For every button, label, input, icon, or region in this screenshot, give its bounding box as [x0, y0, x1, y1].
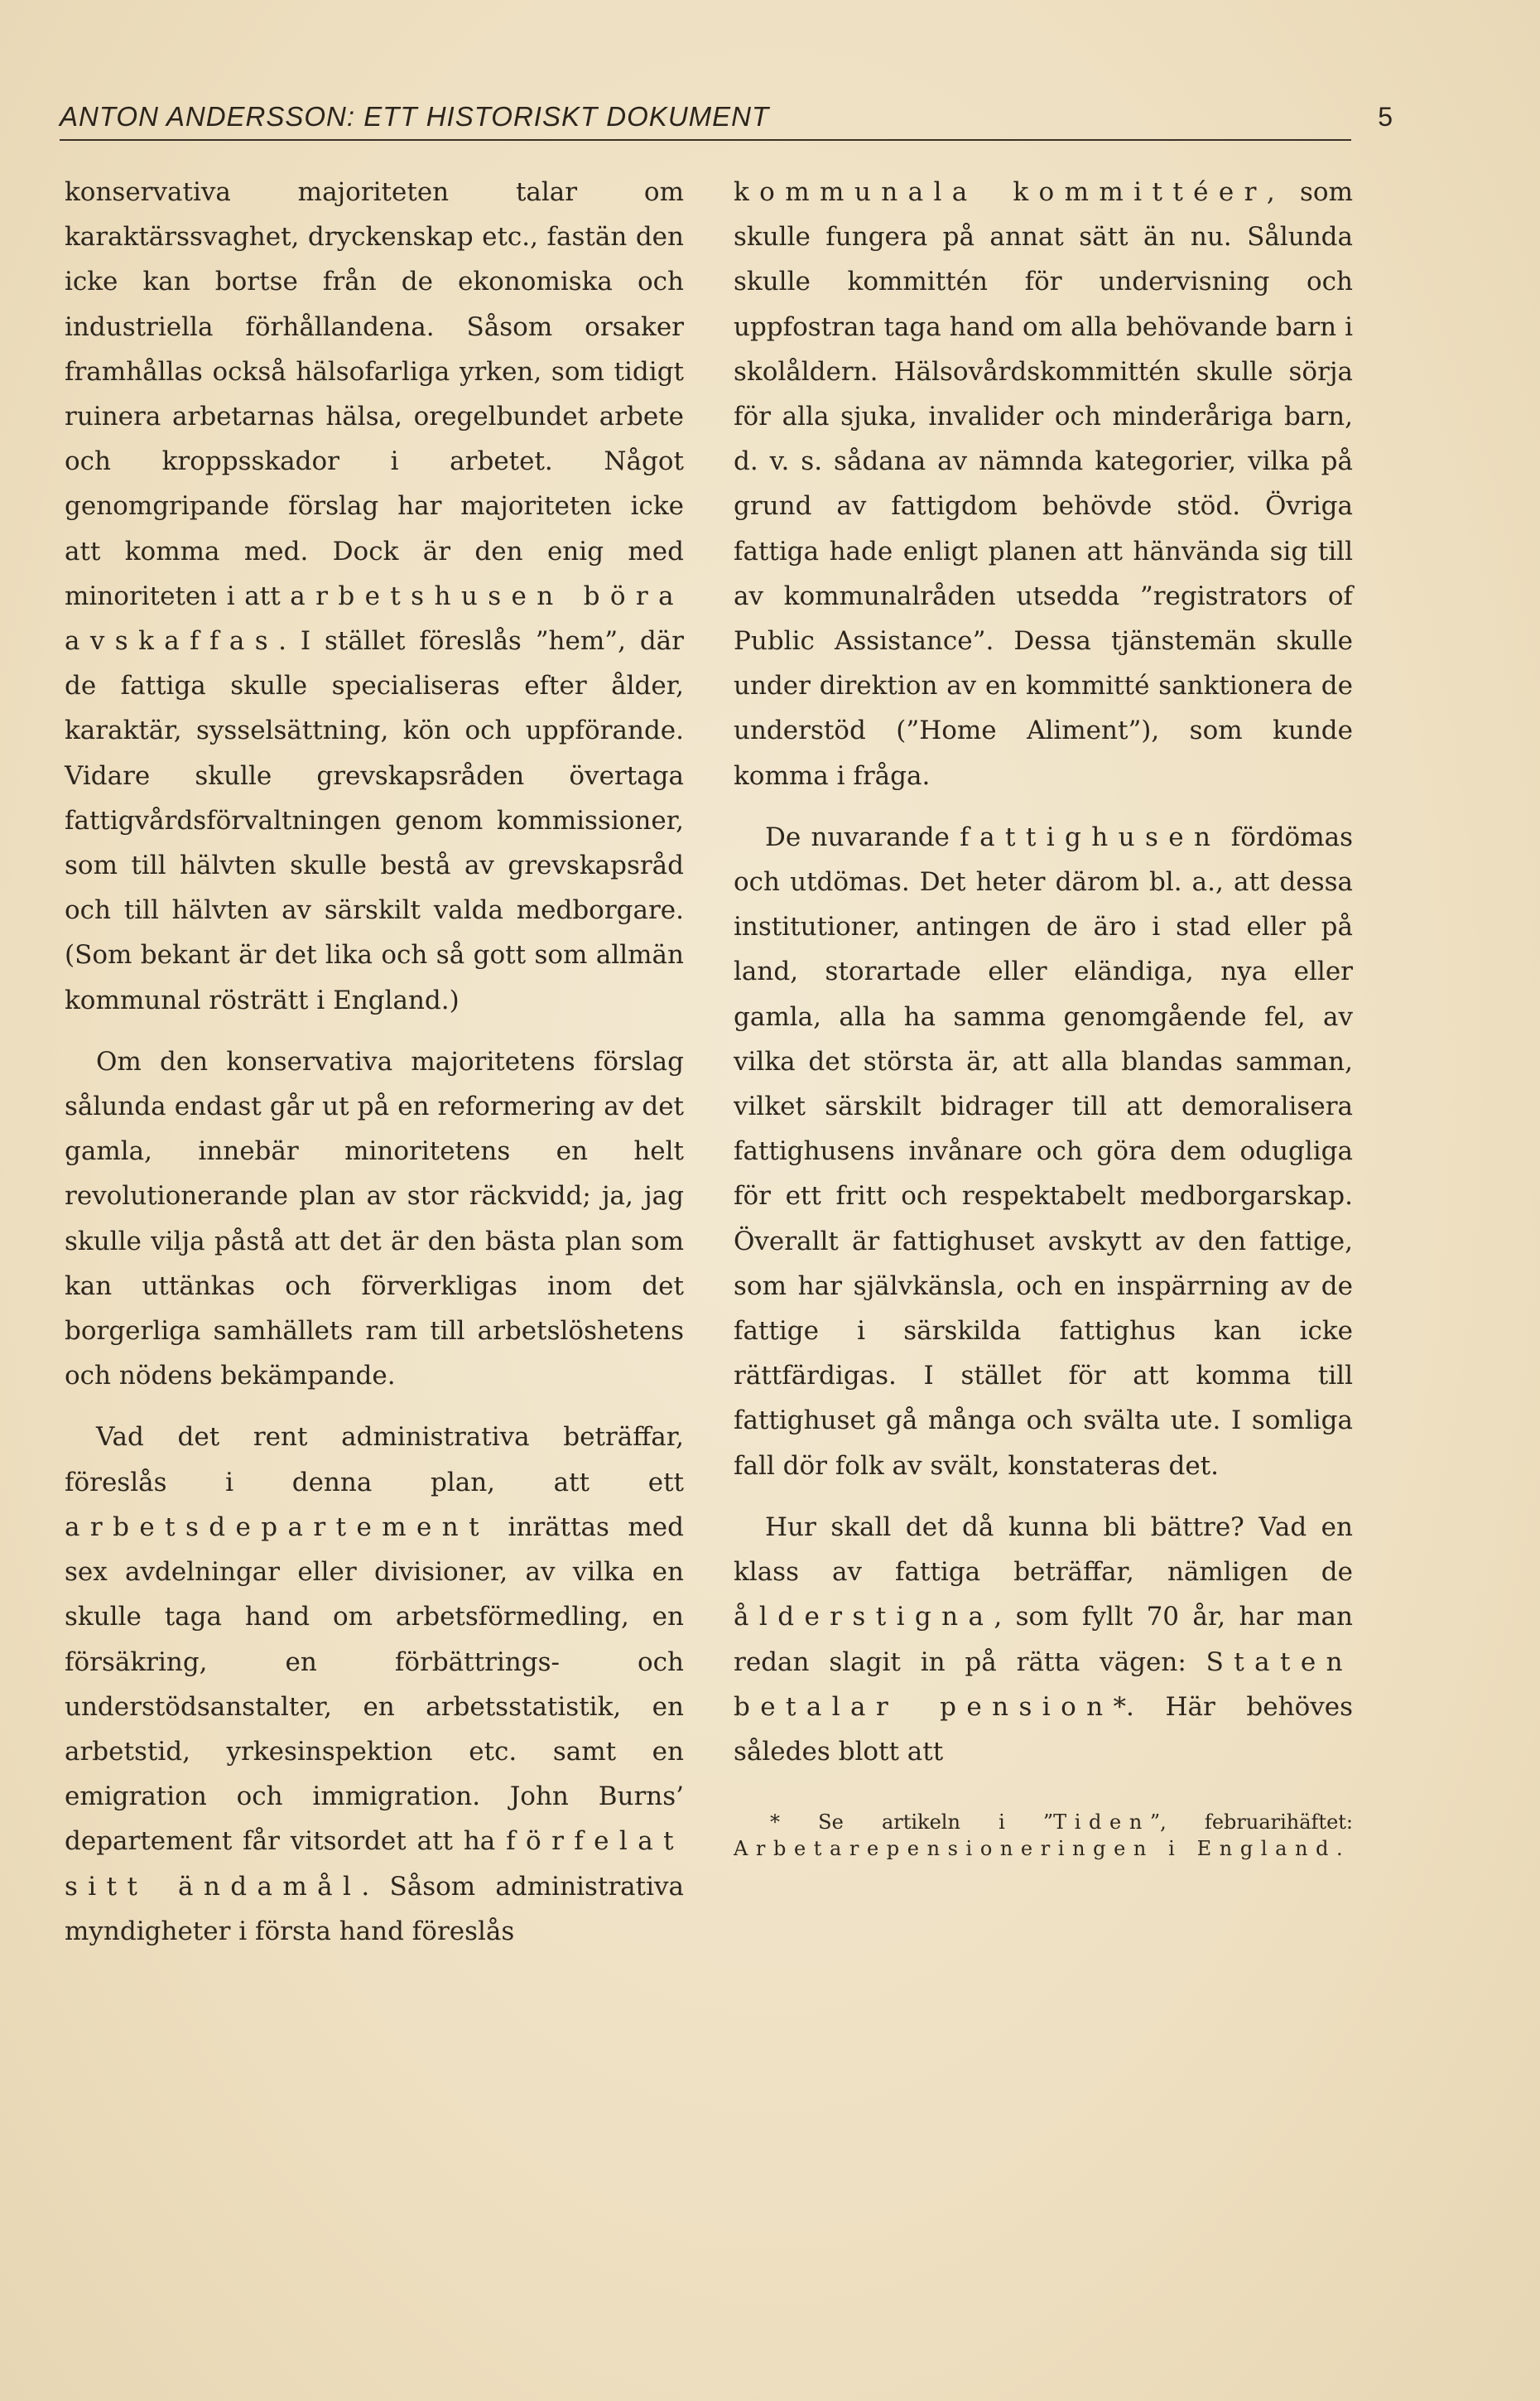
paragraph-6	[734, 1505, 1353, 1774]
text-run: Hur skall det då kunna bli bättre? Vad en klass av fattiga beträffar, nämligen de	[734, 1511, 1353, 1588]
spaced-emphasis: arbetshusen böra avskaffas	[65, 581, 684, 657]
paragraph-4	[734, 170, 1353, 798]
spaced-emphasis: Tiden	[1053, 1810, 1150, 1834]
spaced-emphasis: fattighusen	[960, 822, 1221, 852]
text-run: De nuvarande	[765, 822, 960, 852]
text-run: ”, februarihäftet:	[1149, 1810, 1353, 1834]
text-run: Vad det rent administrativa beträffar, föreslås i denna plan, att ett	[65, 1422, 684, 1497]
text-run: . I stället föreslås ”hem”, där de fattiga skulle specialiseras efter ålder, karaktär, sysselsättning, kön och uppförande. Vidare skulle grevskapsråden övertaga fattigvårdsförvaltningen genom kommissioner, som till hälvten skulle bestå av grevskapsråd och till hälvten av särskilt valda medborgare. (Som bekant är det lika och så gott som allmän kommunal rösträtt i England.)	[65, 626, 684, 1015]
text-run: , som skulle fungera på annat sätt än nu. Sålunda skulle kommittén för undervisning och uppfostran taga hand om alla behövande barn i skolåldern. Hälsovårdskommittén skulle sörja för alla sjuka, invalider och minderåriga barn, d. v. s. sådana av nämnda kategorier, vilka på grund av fattigdom behövde stöd. Övriga fattiga hade enligt planen att hänvända sig till av kommunalråden utsedda ”registrators of Public Assistance”. Dessa tjänstemän skulle under direktion av en kommitté sanktionera de understöd (”Home Aliment”), som kunde komma i fråga.	[734, 177, 1353, 791]
paragraph-1	[65, 170, 684, 1023]
spaced-emphasis: kommunala kommittéer	[734, 177, 1267, 207]
spaced-emphasis: Staten betalar pension	[734, 1646, 1353, 1722]
text-run: * Se artikeln i ”	[770, 1810, 1054, 1834]
right-column	[734, 170, 1353, 2290]
text-run: *. Här behöves således blott att	[734, 1691, 1353, 1767]
left-column	[65, 170, 684, 2290]
spaced-emphasis: förfelat sitt ändamål	[65, 1826, 684, 1902]
paragraph-5	[734, 815, 1353, 1488]
paragraph-3	[65, 1415, 684, 1953]
page-number: 5	[1378, 102, 1393, 132]
spaced-emphasis: ålderstigna	[734, 1602, 994, 1632]
paragraph-2: Om den konservativa majoritetens förslag sålunda endast går ut på en reformering av det gamla, innebär minoritetens en helt revolutionerande plan av stor räckvidd; ja, jag skulle vilja påstå att det är den bästa plan som kan uttänkas och förverkligas inom det borgerliga samhällets ram till arbetslöshetens och nödens bekämpande.	[65, 1046, 684, 1391]
spaced-emphasis: arbetsdepartement	[65, 1511, 489, 1542]
footnote	[734, 1809, 1353, 1862]
text-run: .	[1336, 1837, 1343, 1861]
running-title: ANTON ANDERSSON: ETT HISTORISKT DOKUMENT	[60, 101, 770, 132]
text-run: inrättas med sex avdelningar eller divisioner, av vilka en skulle taga hand om arbetsförmedling, en försäkring, en förbättrings- och understödsanstalter, en arbetsstatistik, en arbetstid, yrkesinspektion etc. samt en emigration och immigration. John Burns’ departement får vitsordet att ha	[65, 1511, 684, 1857]
text-run: konservativa majoriteten talar om karaktärssvaghet, dryckenskap etc., fastän den icke kan bortse från de ekonomiska och industriella förhållandena. Såsom orsaker framhållas också hälsofarliga yrken, som tidigt ruinera arbetarnas hälsa, oregelbundet arbete och kroppsskador i arbetet. Något genomgripande förslag har majoriteten icke att komma med. Dock är den enig med minoriteten i att	[65, 177, 684, 611]
text-run: . Såsom administrativa myndigheter i första hand föreslås	[65, 1871, 684, 1946]
text-run: , som fyllt 70 år, har man redan slagit in på rätta vägen:	[734, 1602, 1353, 1677]
text-run: fördömas och utdömas. Det heter därom bl. a., att dessa institutioner, antingen de äro i stad eller på land, storartade eller eländiga, nya eller gamla, alla ha samma genomgående fel, av vilka det största är, att alla blandas samman, vilket särskilt bidrager till att demoralisera fattighusens invånare och göra dem odugliga för ett fritt och respektabelt medborgarskap. Överallt är fattighuset avskytt av den fattige, som har självkänsla, och en inspärrning av de fattige i särskilda fattighus kan icke rättfärdigas. I stället för att komma till fattighuset gå många och svälta ute. I somliga fall dör folk av svält, konstateras det.	[734, 822, 1353, 1481]
spaced-emphasis: Arbetarepensioneringen i England	[734, 1837, 1337, 1861]
running-header	[60, 89, 1393, 141]
